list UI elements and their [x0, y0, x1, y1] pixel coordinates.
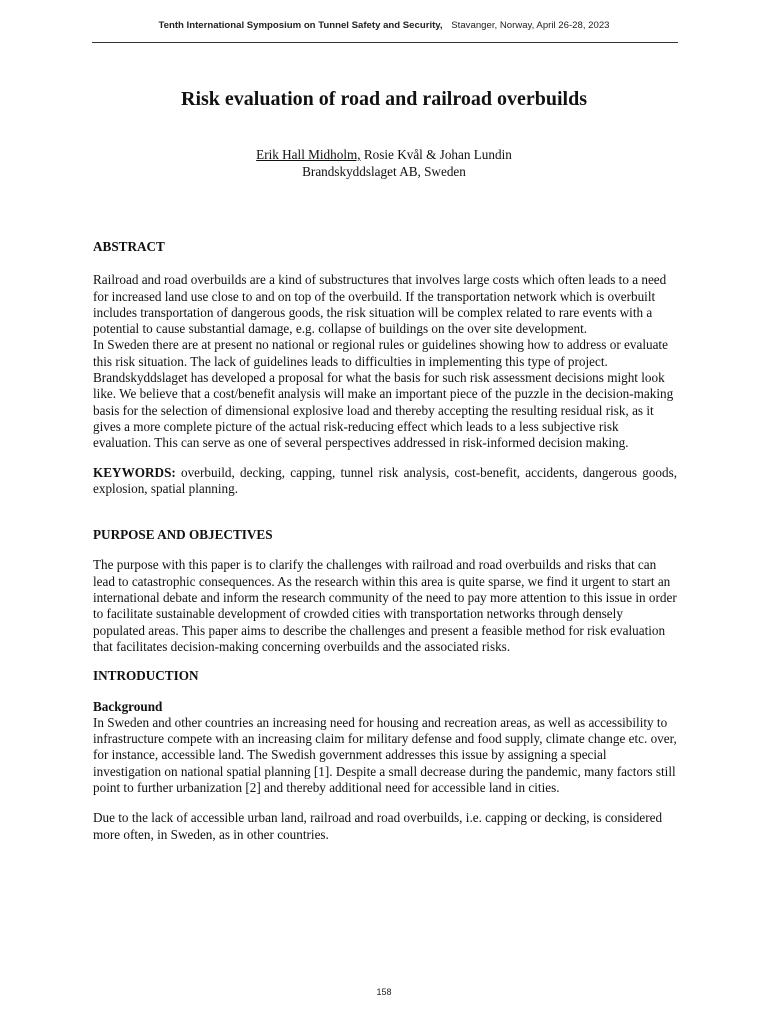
other-authors: Rosie Kvål & Johan Lundin [360, 147, 512, 162]
running-header [0, 20, 768, 31]
paper-title: Risk evaluation of road and railroad overbuilds [181, 88, 587, 110]
conference-location: Stavanger, Norway, April 26-28, 2023 [451, 20, 610, 31]
conference-name: Tenth International Symposium on Tunnel Safety and Security, [158, 20, 443, 31]
author-line [0, 147, 768, 164]
purpose-text: The purpose with this paper is to clarify the challenges with railroad and road overbuilds and risks that can lead to catastrophic consequences. As the research within this area is quite sparse, we find it urgent to start an international debate and inform the research community of the need to pay more attention to this issue in order to facilitate sustainable development of crowded cities with transportation networks through densely populated areas. This paper aims to describe the challenges and present a feasible method for risk evaluation that facilitates decision-making concerning overbuilds and the associated risks. [93, 557, 677, 654]
affiliation: Brandskyddslaget AB, Sweden [302, 163, 466, 179]
purpose-heading: PURPOSE AND OBJECTIVES [93, 527, 273, 543]
keywords [93, 465, 677, 498]
abstract-paragraph-1: Railroad and road overbuilds are a kind of substructures that involves large costs which often leads to a need for increased land use close to and on top of the overbuild. If the transportation network which is overbuilt includes transportation of dangerous goods, the risk situation will be complex related to rare events with a potential to cause substantial damage, e.g. collapse of buildings on the over site development. [93, 272, 667, 337]
introduction-heading: INTRODUCTION [93, 668, 199, 684]
abstract-heading: ABSTRACT [93, 239, 165, 254]
introduction-paragraph-1: In Sweden and other countries an increasing need for housing and recreation areas, as well as accessibility to infrastructure compete with an increasing claim for military defense and food supply, climate change etc. over, for instance, accessible land. The Swedish government addresses this issue by assigning a special investigation on national spatial planning [1]. Despite a small decrease during the pandemic, many factors still point to further urbanization [2] and thereby additional need for accessible land in cities. [93, 714, 677, 796]
keywords-label: KEYWORDS: [93, 464, 176, 480]
keywords-text: overbuild, decking, capping, tunnel risk analysis, cost-benefit, accidents, dangerous goods, explosion, spatial planning. [93, 464, 677, 496]
first-author: Erik Hall Midholm, [256, 147, 361, 162]
paper-body [93, 239, 677, 843]
header-divider [92, 42, 678, 43]
background-subheading: Background [93, 698, 163, 714]
abstract-paragraph-2: In Sweden there are at present no national or regional rules or guidelines showing how to address or evaluate this risk situation. The lack of guidelines leads to difficulties in implementing this type of project. [93, 337, 668, 369]
author-block [0, 147, 768, 180]
introduction-paragraph-2: Due to the lack of accessible urban land, railroad and road overbuilds, i.e. capping or decking, is considered more often, in Sweden, as in other countries. [93, 810, 663, 842]
abstract-paragraph-3: Brandskyddslaget has developed a proposal for what the basis for such risk assessment decisions might look like. We believe that a cost/benefit analysis will make an important piece of the puzzle in the decision-making basis for the selection of dimensional explosive load and thereby accepting the resulting residual risk, as it gives a more complete picture of the actual risk-reducing effect which leads to a less subjective risk evaluation. This can serve as one of several perspectives addressed in risk-informed decision making. [93, 370, 674, 451]
page-number: 158 [376, 987, 392, 997]
